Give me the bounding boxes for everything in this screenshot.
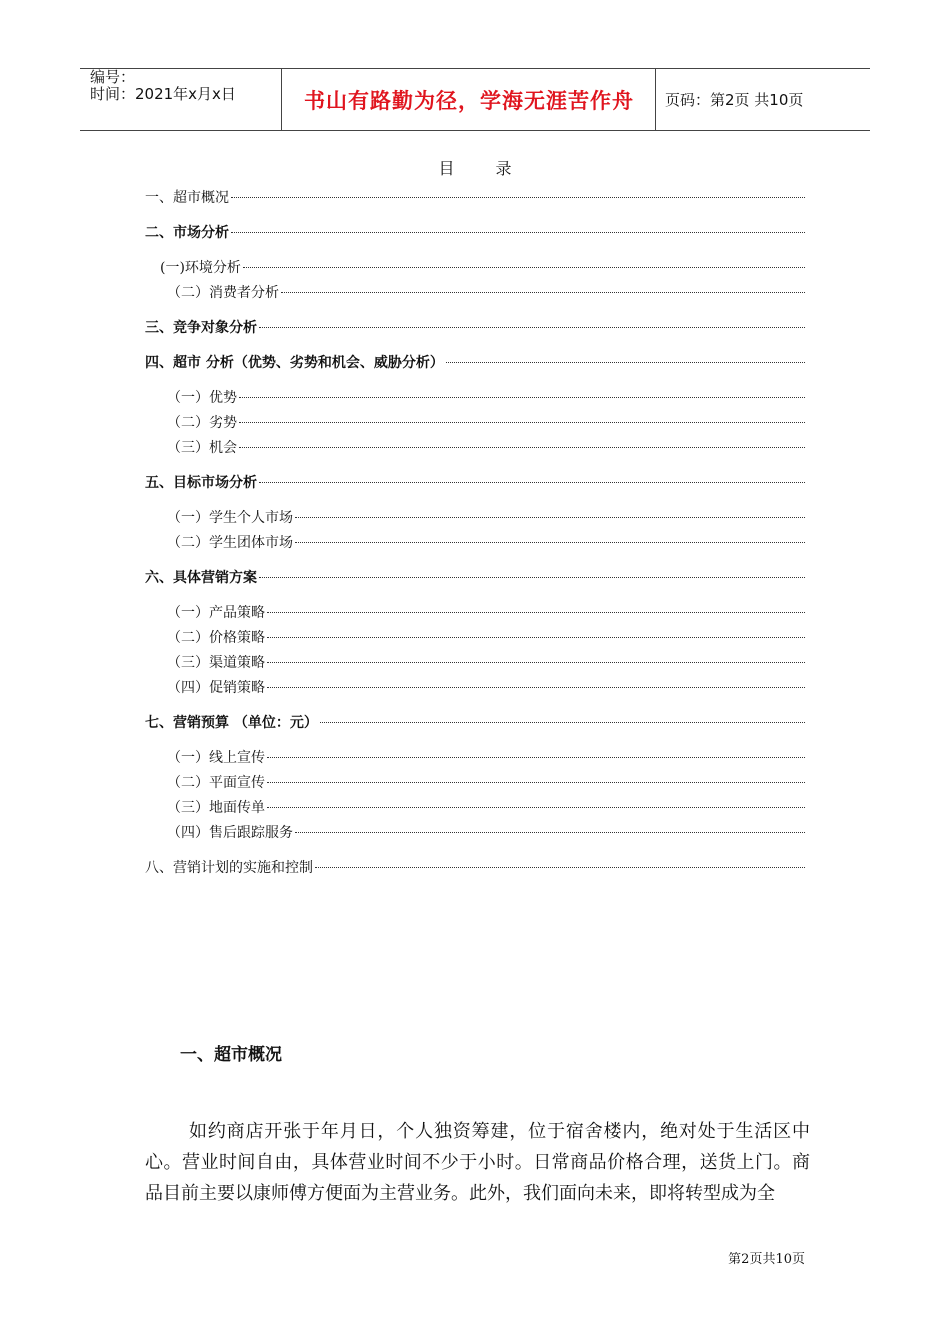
- toc-gap: [145, 556, 805, 566]
- toc-entry[interactable]: [145, 221, 805, 246]
- toc-entry[interactable]: [145, 771, 805, 796]
- toc-entry-label: （三）机会: [167, 440, 237, 456]
- toc-entry-label: 四、超市 分析（优势、劣势和机会、威胁分析）: [145, 355, 444, 371]
- page-header: [80, 68, 870, 131]
- toc-gap: [145, 306, 805, 316]
- toc-entry[interactable]: [145, 651, 805, 676]
- toc-entry-label: （四）促销策略: [167, 680, 265, 696]
- toc-dot-leader: [267, 687, 805, 688]
- toc-title: 目 录: [438, 159, 530, 178]
- toc-entry[interactable]: [145, 436, 805, 461]
- toc-gap: [145, 736, 805, 746]
- section-paragraph: 如约商店开张于年月日，个人独资筹建，位于宿舍楼内，绝对处于生活区中心。营业时间自由，具体营业时间不少于小时。日常商品价格合理，送货上门。商品目前主要以康师傅方便面为主营业务。此外，我们面向未来，即将转型成为全: [145, 1121, 810, 1204]
- toc-entry-label: （一）优势: [167, 390, 237, 406]
- toc-entry[interactable]: [145, 676, 805, 701]
- toc-gap: [145, 461, 805, 471]
- toc-entry[interactable]: [145, 821, 805, 846]
- toc-dot-leader: [267, 662, 805, 663]
- toc-entry[interactable]: [145, 566, 805, 591]
- toc-entry-label: （二）学生团体市场: [167, 535, 293, 551]
- document-time-label: 时间：2021年x月x日: [90, 85, 236, 103]
- toc-entry-label: （一）学生个人市场: [167, 510, 293, 526]
- toc-entry[interactable]: [145, 471, 805, 496]
- toc-entry[interactable]: [145, 856, 805, 881]
- toc-entry-label: （二）价格策略: [167, 630, 265, 646]
- toc-dot-leader: [315, 867, 805, 868]
- toc-dot-leader: [231, 197, 805, 198]
- toc-dot-leader: [239, 397, 805, 398]
- toc-entry-label: 八、营销计划的实施和控制: [145, 860, 313, 876]
- toc-entry-label: （二）劣势: [167, 415, 237, 431]
- toc-entry-label: （三）渠道策略: [167, 655, 265, 671]
- header-page-code: 页码：第2页 共10页: [665, 91, 804, 109]
- toc-dot-leader: [295, 517, 805, 518]
- toc-gap: [145, 701, 805, 711]
- toc-entry[interactable]: [145, 256, 805, 281]
- toc-dot-leader: [259, 327, 805, 328]
- toc-gap: [145, 846, 805, 856]
- toc-entry-label: 五、目标市场分析: [145, 475, 257, 491]
- header-divider: [655, 69, 656, 130]
- toc-entry[interactable]: [145, 796, 805, 821]
- section-heading: 一、超市概况: [180, 1045, 282, 1065]
- toc-dot-leader: [267, 612, 805, 613]
- toc-entry[interactable]: [145, 351, 805, 376]
- header-motto: 书山有路勤为径，学海无涯苦作舟: [304, 88, 634, 113]
- toc-gap: [145, 376, 805, 386]
- toc-entry[interactable]: [145, 746, 805, 771]
- toc-dot-leader: [243, 267, 805, 268]
- toc-dot-leader: [239, 422, 805, 423]
- toc-entry-label: 三、竞争对象分析: [145, 320, 257, 336]
- toc-dot-leader: [239, 447, 805, 448]
- toc-entry[interactable]: [145, 506, 805, 531]
- toc-dot-leader: [295, 832, 805, 833]
- toc-entry-label: （二）平面宣传: [167, 775, 265, 791]
- toc-gap: [145, 211, 805, 221]
- toc-entry[interactable]: [145, 316, 805, 341]
- table-of-contents: [145, 186, 805, 881]
- toc-entry[interactable]: [145, 626, 805, 651]
- toc-dot-leader: [267, 807, 805, 808]
- toc-entry[interactable]: [145, 601, 805, 626]
- toc-dot-leader: [295, 542, 805, 543]
- toc-entry[interactable]: [145, 186, 805, 211]
- toc-entry-label: （二）消费者分析: [167, 285, 279, 301]
- toc-entry-label: 七、营销预算 （单位：元）: [145, 715, 318, 731]
- toc-entry[interactable]: [145, 411, 805, 436]
- toc-entry-label: 六、具体营销方案: [145, 570, 257, 586]
- toc-gap: [145, 591, 805, 601]
- toc-entry-label: 一、超市概况: [145, 190, 229, 206]
- header-left-cell: [90, 69, 236, 103]
- toc-dot-leader: [259, 577, 805, 578]
- toc-gap: [145, 496, 805, 506]
- toc-entry[interactable]: [145, 386, 805, 411]
- toc-dot-leader: [259, 482, 805, 483]
- toc-entry-label: (一)环境分析: [160, 260, 241, 276]
- toc-dot-leader: [267, 637, 805, 638]
- toc-entry-label: （四）售后跟踪服务: [167, 825, 293, 841]
- toc-dot-leader: [446, 362, 805, 363]
- toc-entry[interactable]: [145, 711, 805, 736]
- toc-gap: [145, 341, 805, 351]
- toc-entry[interactable]: [145, 281, 805, 306]
- toc-dot-leader: [267, 757, 805, 758]
- toc-dot-leader: [267, 782, 805, 783]
- toc-gap: [145, 246, 805, 256]
- toc-entry-label: （三）地面传单: [167, 800, 265, 816]
- toc-entry[interactable]: [145, 531, 805, 556]
- page-footer: 第2页共10页: [728, 1252, 805, 1267]
- toc-entry-label: （一）线上宣传: [167, 750, 265, 766]
- document-number-label: 编号：: [90, 68, 136, 86]
- toc-dot-leader: [281, 292, 805, 293]
- toc-entry-label: 二、市场分析: [145, 225, 229, 241]
- toc-entry-label: （一）产品策略: [167, 605, 265, 621]
- toc-dot-leader: [320, 722, 805, 723]
- toc-dot-leader: [231, 232, 805, 233]
